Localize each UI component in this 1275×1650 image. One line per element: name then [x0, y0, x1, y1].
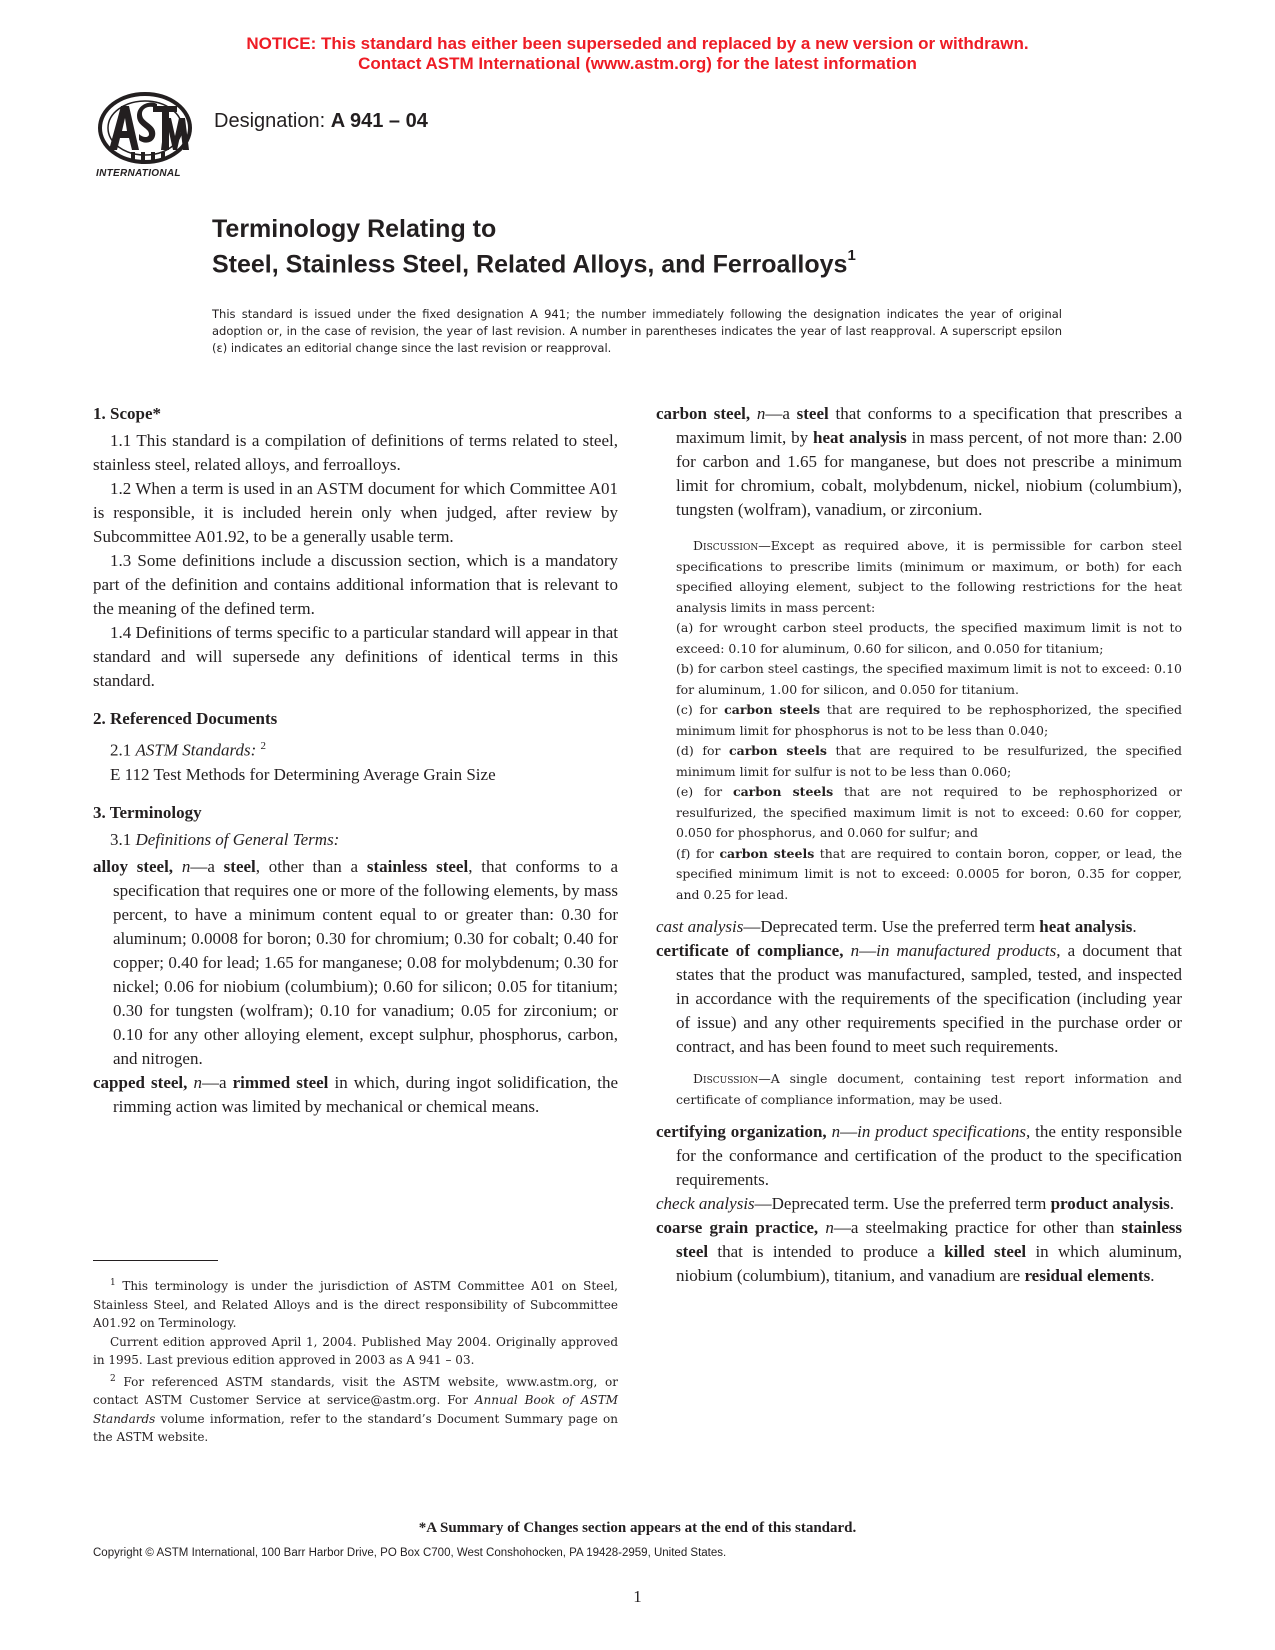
discussion-label: Discussion	[693, 538, 759, 553]
def-text: in mass percent, of not more than: 2.00 for carbon and 1.65 for manganese, but does not prescribe a minimum limit for chromium, cobalt, molybdenum, nickel, niobium (columbium), tungsten (wolfram), vanadium, or zirconium.	[676, 428, 1182, 519]
summary-of-changes-note: *A Summary of Changes section appears at the end of this standard.	[418, 1520, 857, 1536]
term-certificate-of-compliance: certificate of compliance,	[656, 941, 844, 960]
def-dash: —a	[765, 404, 790, 423]
discussion-certificate	[656, 1069, 1182, 1110]
scope-heading: 1. Scope*	[93, 404, 161, 423]
footnote-rule	[93, 1260, 218, 1261]
notice-line-2: Contact ASTM International (www.astm.org) for the latest information	[358, 54, 917, 73]
def-text: in which aluminum, niobium (columbium), titanium, and vanadium are	[676, 1242, 1183, 1285]
item-text: that are required to contain boron, copper, or lead, the specified minimum limit is not to exceed: 0.0005 for boron, 0.35 for copper, and 0.25 for lead.	[676, 845, 1182, 902]
ref-term-residual-elements: residual elements	[1024, 1266, 1151, 1285]
title-line-2-text: Steel, Stainless Steel, Related Alloys, and Ferroalloys	[212, 250, 848, 279]
left-column	[93, 402, 618, 1119]
ref-term-heat-analysis: heat analysis	[1039, 917, 1133, 936]
ref-term-steel: steel	[796, 404, 829, 423]
term-coarse-grain-practice: coarse grain practice,	[656, 1218, 819, 1237]
ref-term-rimmed-steel: rimmed steel	[232, 1072, 329, 1092]
ref-term-killed-steel: killed steel	[944, 1242, 1027, 1261]
definition-cast-analysis	[656, 915, 1182, 939]
title-line-1: Terminology Relating to	[212, 215, 497, 243]
part-of-speech: n	[193, 1072, 202, 1092]
item-ref-term: carbon steels	[729, 743, 827, 758]
discussion-intro	[676, 536, 1182, 618]
discussion-item-f	[676, 844, 1182, 906]
def-dash: —	[859, 941, 877, 960]
def-text: in which, during ingot solidification, the rimming action was limited by mechanical or chemical means.	[113, 1072, 619, 1116]
discussion-item-c	[676, 700, 1182, 741]
item-text: that are required to be rephosphorized, the specified minimum limit for phosphorus is not to be less than 0.040;	[676, 702, 1182, 738]
footnote-1-edition: Current edition approved April 1, 2004. Published May 2004. Originally approved in 1995. Last previous edition approved in 2003 as A 941 – 03.	[93, 1334, 618, 1367]
footnote-2	[93, 1370, 618, 1447]
discussion-item-d	[676, 741, 1182, 782]
part-of-speech: n	[756, 404, 766, 423]
item-text: (f) for	[676, 845, 720, 861]
item-text: (e) for	[676, 784, 733, 799]
def-end: .	[1150, 1266, 1155, 1285]
def-text: , other than a	[255, 856, 359, 876]
title-line-2	[212, 244, 856, 279]
def-text: that is intended to produce a	[708, 1242, 945, 1261]
def-text: , the entity responsible for the conformance and certification of the product to the specification requirements.	[676, 1122, 1182, 1189]
item-ref-term: carbon steels	[724, 702, 821, 717]
def-dash: —a	[201, 1072, 227, 1092]
issued-statement: This standard is issued under the fixed designation A 941; the number immediately following the designation indicates the year of original adoption or, in the case of revision, the year of last revision. A number in parentheses indicates the year of last reapproval. A superscript epsilon (ε) indicates an editorial change since the last revision or reapproval.	[212, 307, 1062, 355]
discussion-text: —Except as required above, it is permissible for carbon steel specifications to prescribe limits (minimum or maximum, or both) for each specified alloying element, subject to the following restrictions for the heat analysis limits in mass percent:	[676, 538, 1182, 615]
def-end: .	[1169, 1194, 1175, 1213]
right-column	[656, 402, 1182, 1288]
terminology-para-3-1	[93, 828, 618, 852]
item-ref-term: carbon steels	[719, 845, 815, 861]
definition-check-analysis	[656, 1192, 1182, 1216]
footnote-1-text: This terminology is under the jurisdiction of ASTM Committee A01 on Steel, Stainless Steel, and Related Alloys and is the direct responsibility of Subcommittee A01.92 on Terminology.	[93, 1279, 618, 1330]
footnote-2-mark: 2	[110, 1373, 116, 1384]
discussion-text: —A single document, containing test report information and certificate of compliance information, may be used.	[676, 1071, 1182, 1107]
referenced-item-e112: E 112 Test Methods for Determining Average Grain Size	[110, 764, 496, 784]
footnote-2-text-end: volume information, refer to the standard’s Document Summary page on the ASTM website.	[93, 1411, 618, 1444]
definition-alloy-steel	[93, 855, 618, 1071]
discussion-certificate-text	[676, 1069, 1182, 1110]
discussion-item-a: (a) for wrought carbon steel products, the specified maximum limit is not to exceed: 0.10 for aluminum, 0.60 for silicon, and 0.050 for titanium;	[676, 620, 1182, 656]
ref-term-stainless-steel: stainless steel	[366, 856, 469, 876]
footnotes	[93, 1274, 618, 1447]
part-of-speech: n	[831, 1122, 841, 1141]
item-text: that are not required to be rephosphorized or resulfurized, the specified maximum limit is not to exceed: 0.60 for copper, 0.050 for phosphorus, and 0.060 for sulfur; and	[676, 784, 1182, 840]
ref-footnote-mark: 2	[260, 740, 266, 752]
scope-para-1-4: 1.4 Definitions of terms specific to a particular standard will appear in that standard and will supersede any definitions of identical terms in this standard.	[93, 623, 618, 690]
designation	[214, 110, 428, 133]
part-of-speech: n	[850, 941, 860, 960]
designation-label: Designation:	[214, 110, 326, 132]
part-of-speech: n	[825, 1218, 834, 1237]
logo-caption: INTERNATIONAL	[96, 168, 181, 179]
scope-para-1-3: 1.3 Some definitions include a discussion section, which is a mandatory part of the definition and contains additional information that is relevant to the meaning of the defined term.	[93, 551, 618, 618]
ref-term-product-analysis: product analysis	[1050, 1194, 1170, 1213]
discussion-carbon-steel	[656, 536, 1182, 905]
ref-para-number: 2.1	[110, 740, 132, 760]
footnote-1-mark: 1	[110, 1278, 116, 1288]
scope-para-1-1: 1.1 This standard is a compilation of definitions of terms related to steel, stainless steel, related alloys, and ferroalloys.	[93, 431, 618, 474]
term-para-label: Definitions of General Terms:	[135, 829, 340, 849]
def-dash: —	[840, 1122, 858, 1141]
footnote-2-text: For referenced ASTM standards, visit the ASTM website, www.astm.org, or contact ASTM Customer Service at service@astm.org. For	[93, 1374, 618, 1407]
definition-coarse-grain-practice	[656, 1216, 1182, 1288]
discussion-item-e	[676, 782, 1182, 844]
definition-certifying-organization	[656, 1120, 1182, 1192]
item-ref-term: carbon steels	[732, 784, 834, 799]
scope-para-1-2: 1.2 When a term is used in an ASTM document for which Committee A01 is responsible, it is included herein only when judged, after review by Subcommittee A01.92, to be a generally usable term.	[93, 479, 618, 546]
definition-capped-steel	[93, 1071, 618, 1119]
term-alloy-steel: alloy steel,	[93, 856, 174, 876]
astm-logo-icon	[95, 88, 195, 180]
footnote-2-italic: Annual Book of ASTM Standards	[93, 1393, 619, 1426]
def-end: .	[1132, 917, 1137, 936]
ref-term-stainless-steel: stainless steel	[676, 1218, 1183, 1261]
definition-certificate-of-compliance	[656, 939, 1182, 1059]
def-text: , that conforms to a specification that requires one or more of the following elements, by mass percent, to have a minimum content equal to or greater than: 0.30 for aluminum; 0.0008 for boron; 0.30 for chromium; 0.30 for cobalt; 0.40 for copper; 0.40 for lead; 1.65 for manganese; 0.08 for molybdenum; 0.30 for nickel; 0.06 for niobium (columbium); 0.60 for silicon; 0.05 for titanium; 0.30 for tungsten (wolfram); 0.10 for vanadium; 0.05 for zirconium; or 0.10 for any other alloying element, except sulphur, phosphorus, carbon, and nitrogen.	[113, 856, 619, 1068]
term-certifying-organization: certifying organization,	[656, 1122, 827, 1141]
part-of-speech: n	[181, 856, 191, 876]
def-dash: —a	[190, 856, 215, 876]
def-text: that conforms to a specification that prescribes a maximum limit, by	[676, 404, 1182, 447]
title-footnote-mark: 1	[847, 247, 856, 264]
def-text: —Deprecated term. Use the preferred term	[743, 917, 1040, 936]
term-para-number: 3.1	[110, 829, 132, 849]
designation-value: A 941 – 04	[330, 110, 428, 132]
page-number: 1	[633, 1587, 642, 1606]
copyright-line: Copyright © ASTM International, 100 Barr Harbor Drive, PO Box C700, West Conshohocken, PA 19428-2959, United States.	[93, 1547, 727, 1559]
notice-line-1: NOTICE: This standard has either been superseded and replaced by a new version or withdrawn.	[246, 34, 1029, 53]
discussion-item-b: (b) for carbon steel castings, the specified maximum limit is not to exceed: 0.10 for aluminum, 1.00 for silicon, and 0.050 for titanium.	[676, 661, 1182, 697]
terminology-heading: 3. Terminology	[93, 802, 202, 822]
ref-astm-standards: ASTM Standards:	[135, 740, 257, 760]
def-text: —Deprecated term. Use the preferred term	[754, 1194, 1051, 1213]
referenced-heading: 2. Referenced Documents	[93, 709, 278, 728]
item-text: (c) for	[676, 702, 725, 717]
term-cast-analysis: cast analysis	[656, 917, 744, 936]
def-context: in product specifications	[857, 1122, 1026, 1141]
ref-term-heat-analysis: heat analysis	[813, 428, 907, 447]
withdrawal-notice	[0, 34, 1275, 74]
term-check-analysis: check analysis	[656, 1194, 755, 1213]
document-title	[212, 214, 856, 279]
discussion-label: Discussion	[693, 1071, 759, 1086]
referenced-para-2-1	[93, 734, 618, 763]
ref-term-steel: steel	[223, 856, 256, 876]
term-carbon-steel: carbon steel,	[656, 404, 751, 423]
def-text: —a steelmaking practice for other than	[833, 1218, 1122, 1237]
footnote-1	[93, 1274, 618, 1333]
term-capped-steel: capped steel,	[93, 1072, 188, 1092]
def-context: in manufactured products	[876, 941, 1057, 960]
def-text: , a document that states that the product was manufactured, sampled, tested, and inspected in accordance with the requirements of the specification (including year of issue) and any other requirements specified in the purchase order or contract, and has been found to meet such requirements.	[676, 941, 1182, 1056]
item-text: (d) for	[676, 743, 730, 758]
item-text: that are required to be resulfurized, the specified minimum limit for sulfur is not to be less than 0.060;	[676, 743, 1182, 779]
definition-carbon-steel	[656, 402, 1182, 522]
